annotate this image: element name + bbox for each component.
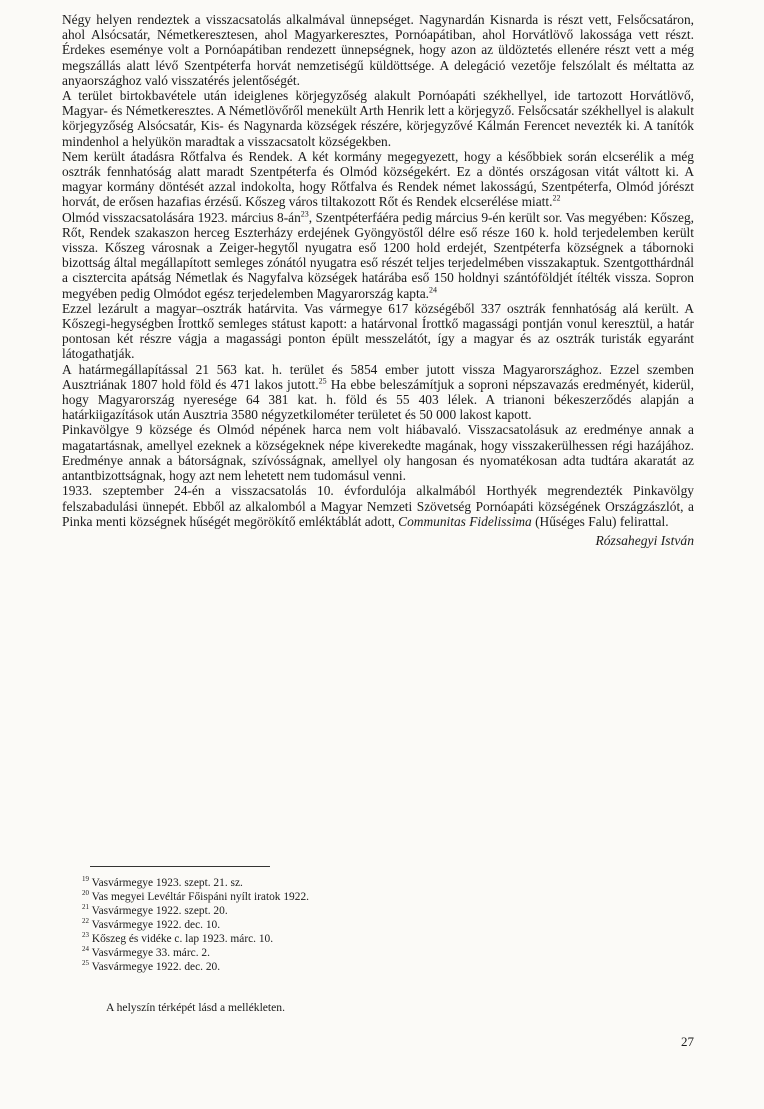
paragraph-1 [62, 12, 694, 88]
footnote-text: Vasvármegye 1922. dec. 10. [91, 919, 221, 931]
paragraph-5 [62, 301, 694, 362]
footnote-text: Vasvármegye 1922. dec. 20. [91, 961, 221, 973]
paragraph-text: Nem került átadásra Rőtfalva és Rendek. A két kormány megegyezett, hogy a későbbiek során elcserélik a még osztrák fennhatóság alatt maradt Szentpéterfa és Olmód községekért. Ez a döntés országosan vitát váltott ki. A magyar kormány döntését azzal indokolta, hogy Rőtfalva és Rendek német lakosságú, Szentpéterfa, Olmód jórészt horvát, de erősen hazafias érzésű. Kőszeg város tiltakozott Rőt és Rendek elcserélése miatt. [62, 148, 694, 210]
paragraph-text: Négy helyen rendeztek a visszacsatolás alkalmával ünnepséget. Nagynardán Kisnarda is részt vett, Felsőcsatáron, ahol Alsócsatár, Németkeresztesen, ahol Magyarkeresztes, Pornóapátiban, ahol Horvátlövő lakossága vett részt. Érdekes eseménye volt a Pornóapátiban rendezett ünnepségnek, hogy azon az üldöztetés ellenére részt vett a még megszállás alatt lévő Szentpéterfa horvát nemzetiségű küldöttsége. A delegáció vezetője felszólalt és méltatta az anyaországhoz való visszatérés jelentőségét. [62, 12, 694, 88]
footnote-number: 20 [82, 889, 89, 898]
footnotes [82, 876, 482, 974]
paragraph-text: A határmegállapítással 21 563 kat. h. terület és 5854 ember jutott vissza Magyarországhoz. Ezzel szemben Ausztriának 1807 hold föld és 471 lakos jutott. [62, 361, 694, 392]
page-number: 27 [681, 1034, 694, 1049]
paragraph-7 [62, 422, 694, 483]
paragraph-text: Pinkavölgye 9 községe és Olmód népének harca nem volt hiábavaló. Visszacsatolásuk az eredménye annak a magatartásnak, amellyel ezeknek a községeknek népe kiverekedte magának, hogy visszakerülhessen régi hazájához. Eredménye annak a bátorságnak, szívósságnak, amellyel oly hangosan és nyomatékosan adta tudtára akaratát az antantbizottságnak, hogy azt nem lehetett nem tudomásul venni. [62, 422, 694, 484]
footnote-ref: 25 [318, 376, 327, 386]
italic-motto: Communitas Fidelissima [398, 513, 532, 529]
paragraph-text: (Hűséges Falu) felirattal. [531, 513, 669, 529]
paragraph-4 [62, 210, 694, 301]
footnote-ref: 22 [552, 193, 561, 203]
footnote [82, 932, 482, 946]
map-note: A helyszín térképét lásd a mellékleten. [106, 1001, 285, 1014]
body-text [62, 12, 694, 548]
paragraph-text: A terület birtokbavétele után ideiglenes körjegyzőség alakult Pornóapáti székhellyel, ide tartozott Horvátlövő, Magyar- és Németkeresztes. A Németlövőről menekült Arth Henrik lett a körjegyző. Felsőcsatár székhellyel is alakult körjegyzőség Alsócsatár, Kis- és Nagynarda községek részére, körjegyzővé Kálmán Ferencet nevezték ki. A tanítók mindenhol a helyükön maradtak a visszacsatolt községekben. [62, 88, 694, 149]
footnote-number: 23 [82, 931, 89, 940]
paragraph-6 [62, 362, 694, 423]
footnote [82, 904, 482, 918]
footnote [82, 876, 482, 890]
paragraph-text: Olmód visszacsatolására 1923. március 8-án [62, 209, 301, 225]
footnote-number: 22 [82, 917, 89, 926]
paragraph-2 [62, 88, 694, 149]
footnote-divider [90, 866, 270, 867]
footnote-text: Vasvármegye 33. márc. 2. [91, 947, 210, 959]
footnote-text: Vasvármegye 1923. szept. 21. sz. [91, 877, 243, 889]
footnote-number: 19 [82, 875, 89, 884]
footnote-text: Vasvármegye 1922. szept. 20. [91, 905, 228, 917]
paragraph-3 [62, 149, 694, 210]
footnote-ref: 24 [429, 285, 437, 295]
footnote [82, 890, 482, 904]
footnote-text: Vas megyei Levéltár Főispáni nyílt iratok 1922. [91, 891, 309, 903]
footnote-ref: 23 [300, 209, 309, 219]
footnote-text: Kőszeg és vidéke c. lap 1923. márc. 10. [91, 933, 274, 945]
footnote [82, 918, 482, 932]
paragraph-text: Ezzel lezárult a magyar–osztrák határvita. Vas vármegye 617 községéből 337 osztrák fennhatóság alá került. A Kőszegi-hegységben Írottkő semleges státust kapott: a határvonal Írottkő magassági pontján vonul keresztül, a határ pontosan két részre vágja a magassági ponton épült messzelátót, így a magyar és az osztrák turisták egyaránt látogathatják. [62, 300, 694, 362]
footnote-number: 21 [82, 903, 89, 912]
paragraph-text: 1933. szeptember 24-én a visszacsatolás 10. évfordulója alkalmából Horthyék megrendezték Pinkavölgy felszabadulási ünnepét. Ebből az alkalomból a Magyar Nemzeti Szövetség Pornóapáti községének Országzászlót, a Pinka menti községnek hűségét megörökítő emléktáblát adott, [62, 483, 694, 529]
paragraph-text: , Szentpéterfáéra pedig március 9-én került sor. Vas megyében: Kőszeg, Rőt, Rendek szakaszon herceg Eszterházy erdejének Gyöngyöstől délre eső része 160 k. hold terjedelemben került vissza. Kőszeg városnak a Zeiger-hegytől nyugatra eső 1200 hold erdejét, Szentpéterfa községnek a tábornoki bizottság által megállapított semleges zónától nyugatra eső részét teljes terjedelmében visszakaptuk. Szentgotthárdnál a cisztercita apátság Németlak és Nagyfalva községek határába eső 150 holdnyi szántóföldjét ítélték vissza. Sopron megyében pedig Olmódot egész terjedelemben Magyarország kapta. [62, 209, 694, 301]
footnote-number: 25 [82, 959, 89, 968]
author-signature: Rózsahegyi István [595, 532, 694, 548]
footnote-number: 24 [82, 945, 89, 954]
footnote [82, 960, 482, 974]
footnote [82, 946, 482, 960]
paragraph-8 [62, 483, 694, 529]
paragraph-text: Ha ebbe beleszámítjuk a soproni népszavazás eredményét, kiderül, hogy Magyarország nyeresége 64 381 kat. h. föld és 55 403 lélek. A trianoni békeszerződés alapján a határkiigazítások után Ausztria 3580 négyzetkilométer területet és 50 000 lakost kapott. [62, 376, 695, 423]
